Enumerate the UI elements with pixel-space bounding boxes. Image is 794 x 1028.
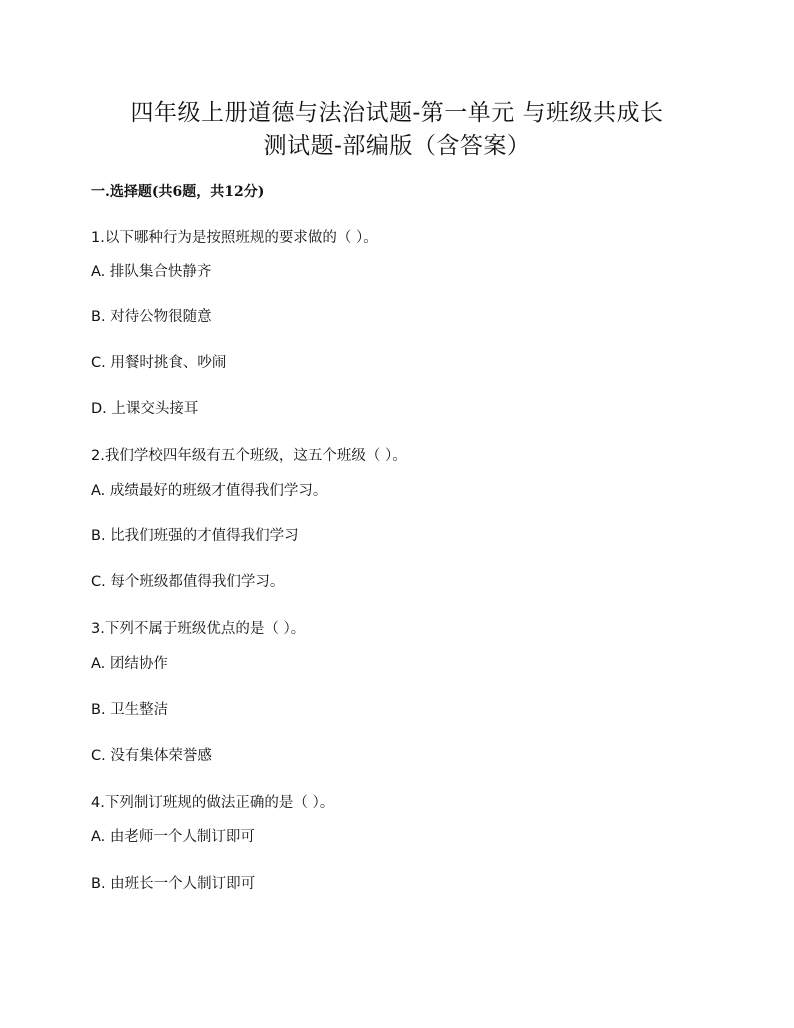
question-1-option-d: D. 上课交头接耳 — [91, 401, 199, 417]
question-1-option-b: B. 对待公物很随意 — [91, 309, 212, 325]
question-3-stem: 3.下列不属于班级优点的是（ ）。 — [91, 621, 306, 637]
question-3-option-c: C. 没有集体荣誉感 — [91, 748, 212, 764]
question-2-option-c: C. 每个班级都值得我们学习。 — [91, 574, 285, 590]
question-4-option-b: B. 由班长一个人制订即可 — [91, 876, 256, 892]
question-3-option-b: B. 卫生整洁 — [91, 702, 169, 718]
document-title-line-2: 测试题-部编版（含答案） — [263, 133, 531, 159]
question-1-stem: 1.以下哪种行为是按照班规的要求做的（ ）。 — [91, 230, 378, 246]
question-2-stem: 2.我们学校四年级有五个班级，这五个班级（ ）。 — [91, 448, 407, 464]
question-4-stem: 4.下列制订班规的做法正确的是（ ）。 — [91, 795, 335, 811]
section-heading: 一.选择题(共6题，共12分) — [91, 184, 265, 200]
question-3-option-a: A. 团结协作 — [91, 656, 168, 672]
question-1-option-c: C. 用餐时挑食、吵闹 — [91, 355, 227, 371]
question-2-option-a: A. 成绩最好的班级才值得我们学习。 — [91, 483, 328, 499]
question-1-option-a: A. 排队集合快静齐 — [91, 264, 212, 280]
document-title-line-1: 四年级上册道德与法治试题-第一单元 与班级共成长 — [130, 100, 664, 126]
question-2-option-b: B. 比我们班强的才值得我们学习 — [91, 528, 299, 544]
question-4-option-a: A. 由老师一个人制订即可 — [91, 829, 255, 845]
